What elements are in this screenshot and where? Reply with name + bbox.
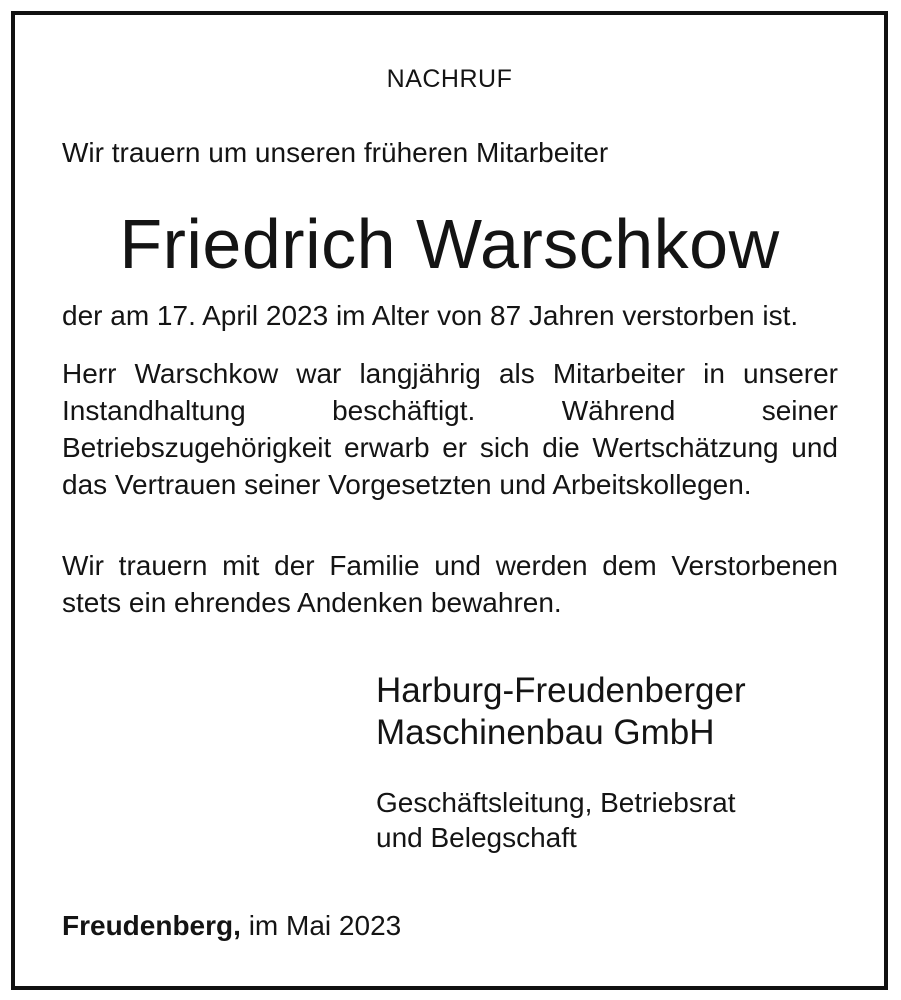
deceased-name: Friedrich Warschkow xyxy=(119,205,780,283)
intro-text: Wir trauern um unseren früheren Mitarbeiter xyxy=(62,137,609,168)
place-date-line xyxy=(62,910,401,942)
tribute-paragraph: Herr Warschkow war langjährig als Mitarbeiter in unserer Instandhaltung beschäftigt. Während seiner Betriebszugehörigkeit erwarb er sich die Wertschätzung und das Vertrauen seiner Vorgesetzten und Arbeitskollegen. xyxy=(62,358,838,500)
signers xyxy=(376,785,736,855)
death-date-text: der am 17. April 2023 im Alter von 87 Jahren verstorben ist. xyxy=(62,300,799,331)
company-name-line-1: Harburg-Freudenberger xyxy=(376,671,746,710)
company-name-line-2: Maschinenbau GmbH xyxy=(376,713,715,752)
date-text: im Mai 2023 xyxy=(248,910,402,941)
place-name: Freudenberg, xyxy=(62,910,241,941)
company-name xyxy=(376,670,746,754)
obituary-notice xyxy=(11,11,888,990)
signers-line-2: und Belegschaft xyxy=(376,822,577,853)
signers-line-1: Geschäftsleitung, Betriebsrat xyxy=(376,787,736,818)
condolence-paragraph: Wir trauern mit der Familie und werden dem Verstorbenen stets ein ehrendes Andenken bewahren. xyxy=(62,550,838,618)
notice-heading: NACHRUF xyxy=(386,65,513,93)
